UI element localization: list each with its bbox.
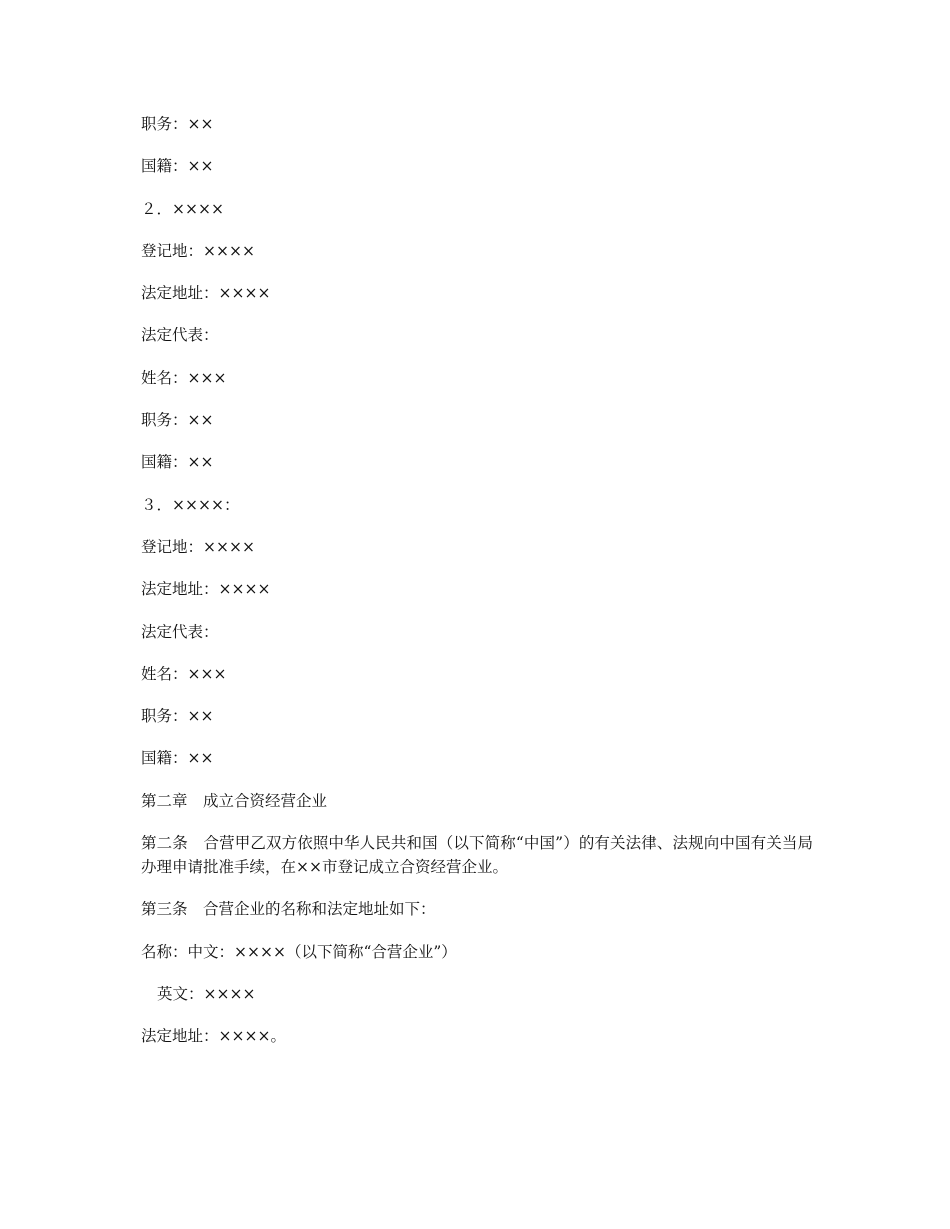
text-line: 姓名：××× [141,664,227,683]
text-line: 姓名：××× [141,368,227,387]
article-3-paragraph: 第三条 合营企业的名称和法定地址如下： [141,900,436,919]
text-line: 职务：×× [141,411,214,430]
company-legal-address: 法定地址：××××。 [141,1027,286,1046]
text-line: 职务：×× [141,707,214,726]
text-line: 国籍：×× [141,157,214,176]
text-line: 法定代表： [141,622,219,641]
text-line: 法定地址：×××× [141,580,271,599]
company-name-english: 英文：×××× [157,984,256,1003]
text-line: 国籍：×× [141,749,214,768]
text-line: ２．×××× [141,199,224,218]
company-name-chinese: 名称：中文：××××（以下简称“合营企业”） [141,942,457,961]
text-line: 法定代表： [141,326,219,345]
text-line: ３．××××： [141,495,240,514]
article-2-paragraph: 第二条 合营甲乙双方依照中华人民共和国（以下简称“中国”）的有关法律、法规向中国有关当局办理申请批准手续，在××市登记成立合资经营企业。 [141,834,813,877]
text-line: 法定地址：×××× [141,284,271,303]
text-line: 登记地：×××× [141,241,255,260]
document-body [141,112,813,1067]
text-line: 登记地：×××× [141,537,255,556]
chapter-heading: 第二章 成立合资经营企业 [141,791,328,810]
text-line: 职务：×× [141,115,214,133]
text-line: 国籍：×× [141,453,214,472]
